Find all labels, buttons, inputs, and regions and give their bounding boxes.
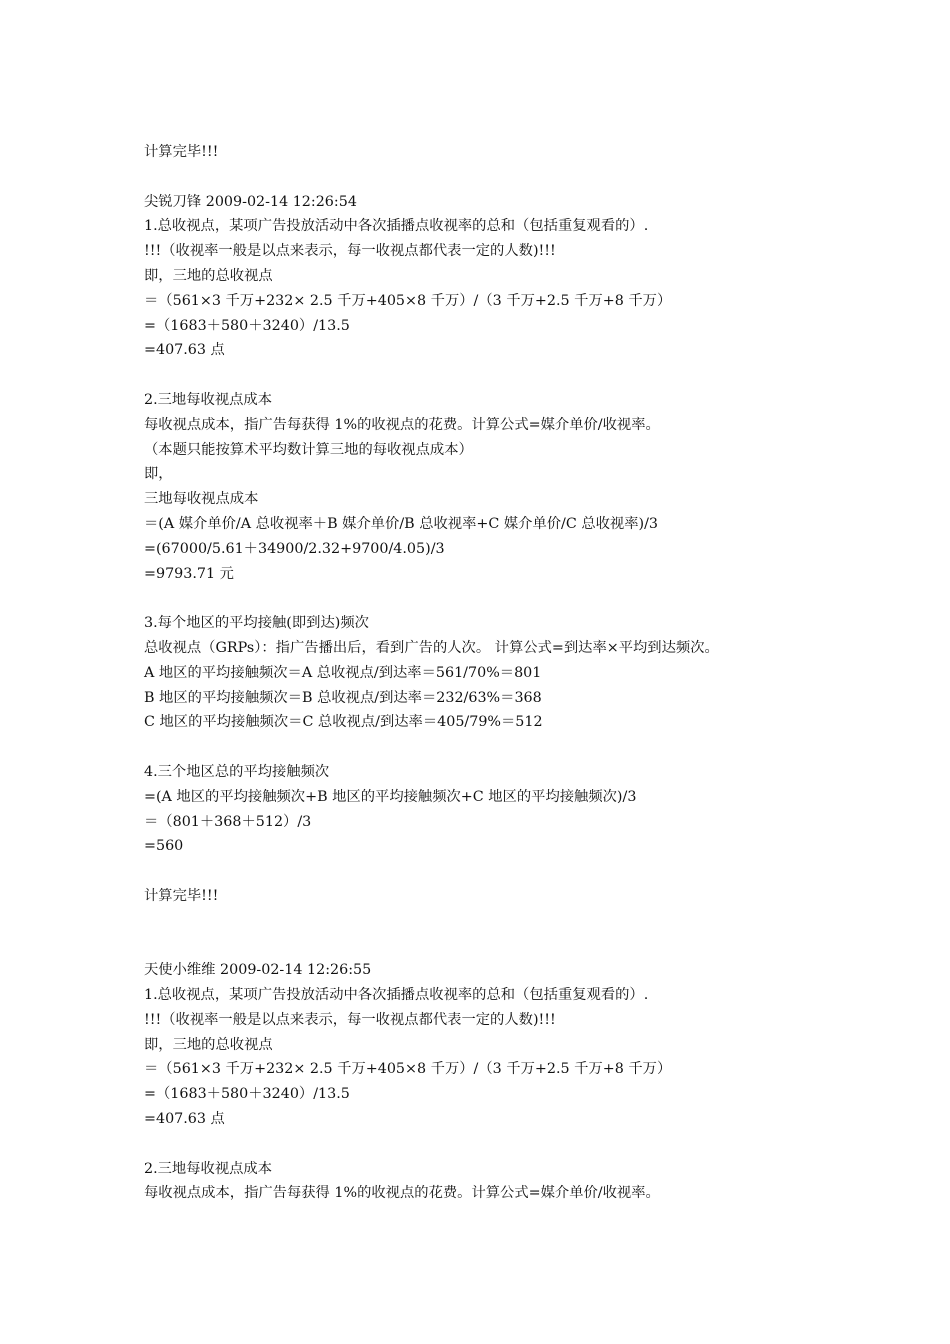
document-body: [144, 140, 864, 1206]
paragraph-gap: [144, 859, 864, 884]
text-line: 4.三个地区总的平均接触频次: [144, 763, 330, 780]
text-line: =407.63 点: [144, 1111, 225, 1128]
text-block: [144, 760, 864, 859]
text-block: [144, 958, 864, 1132]
text-block: [144, 884, 864, 909]
text-line: ＝(A 媒介单价/A 总收视率＋B 媒介单价/B 总收视率+C 媒介单价/C 总收视率)/3: [144, 515, 659, 532]
text-line: 2.三地每收视点成本: [144, 391, 273, 408]
text-line: 每收视点成本，指广告每获得 1%的收视点的花费。计算公式=媒介单价/收视率。: [144, 1185, 660, 1202]
paragraph-gap: [144, 586, 864, 611]
text-line: 即，三地的总收视点: [144, 267, 273, 284]
text-line: 天使小维维 2009-02-14 12:26:55: [144, 962, 372, 979]
text-line: C 地区的平均接触频次＝C 总收视点/到达率＝405/79%＝512: [144, 714, 543, 731]
text-line: 1.总收视点，某项广告投放活动中各次插播点收视率的总和（包括重复观看的）.: [144, 987, 649, 1004]
text-line: 计算完毕!!!: [144, 144, 219, 160]
text-line: 计算完毕!!!: [144, 887, 219, 904]
text-line: =（1683＋580＋3240）/13.5: [144, 317, 350, 334]
text-line: =（1683＋580＋3240）/13.5: [144, 1086, 350, 1103]
text-line: （本题只能按算术平均数计算三地的每收视点成本）: [144, 441, 473, 458]
text-line: 总收视点（GRPs）：指广告播出后，看到广告的人次。 计算公式=到达率×平均到达频次。: [144, 639, 719, 656]
text-block: [144, 140, 864, 165]
text-line: 每收视点成本，指广告每获得 1%的收视点的花费。计算公式=媒介单价/收视率。: [144, 416, 660, 433]
text-line: 尖锐刀锋 2009-02-14 12:26:54: [144, 193, 357, 210]
text-line: !!!（收视率一般是以点来表示，每一收视点都代表一定的人数)!!!: [144, 1011, 556, 1028]
text-line: =(A 地区的平均接触频次+B 地区的平均接触频次+C 地区的平均接触频次)/3: [144, 788, 637, 805]
paragraph-gap: [144, 934, 864, 959]
text-line: 2.三地每收视点成本: [144, 1160, 273, 1177]
text-block: [144, 388, 864, 586]
text-line: ＝（801＋368＋512）/3: [144, 813, 312, 830]
text-line: =(67000/5.61＋34900/2.32+9700/4.05)/3: [144, 540, 445, 557]
text-line: =560: [144, 838, 184, 855]
text-line: 1.总收视点，某项广告投放活动中各次插播点收视率的总和（包括重复观看的）.: [144, 218, 649, 235]
text-line: =9793.71 元: [144, 565, 234, 582]
text-line: 即，三地的总收视点: [144, 1036, 273, 1053]
paragraph-gap: [144, 165, 864, 190]
paragraph-gap: [144, 363, 864, 388]
text-line: 即，: [144, 466, 173, 483]
paragraph-gap: [144, 735, 864, 760]
text-block: [144, 611, 864, 735]
text-line: 3.每个地区的平均接触(即到达)频次: [144, 615, 369, 632]
text-block: [144, 1157, 864, 1207]
text-line: =407.63 点: [144, 342, 225, 359]
text-line: !!!（收视率一般是以点来表示，每一收视点都代表一定的人数)!!!: [144, 243, 556, 260]
text-line: A 地区的平均接触频次＝A 总收视点/到达率＝561/70%＝801: [144, 664, 542, 681]
text-block: [144, 190, 864, 364]
text-line: ＝（561×3 千万+232× 2.5 千万+405×8 千万）/（3 千万+2.5 千万+8 千万）: [144, 1061, 672, 1078]
text-line: 三地每收视点成本: [144, 491, 259, 508]
text-line: B 地区的平均接触频次＝B 总收视点/到达率＝232/63%＝368: [144, 689, 542, 706]
paragraph-gap: [144, 1132, 864, 1157]
paragraph-gap: [144, 909, 864, 934]
text-line: ＝（561×3 千万+232× 2.5 千万+405×8 千万）/（3 千万+2.5 千万+8 千万）: [144, 292, 672, 309]
